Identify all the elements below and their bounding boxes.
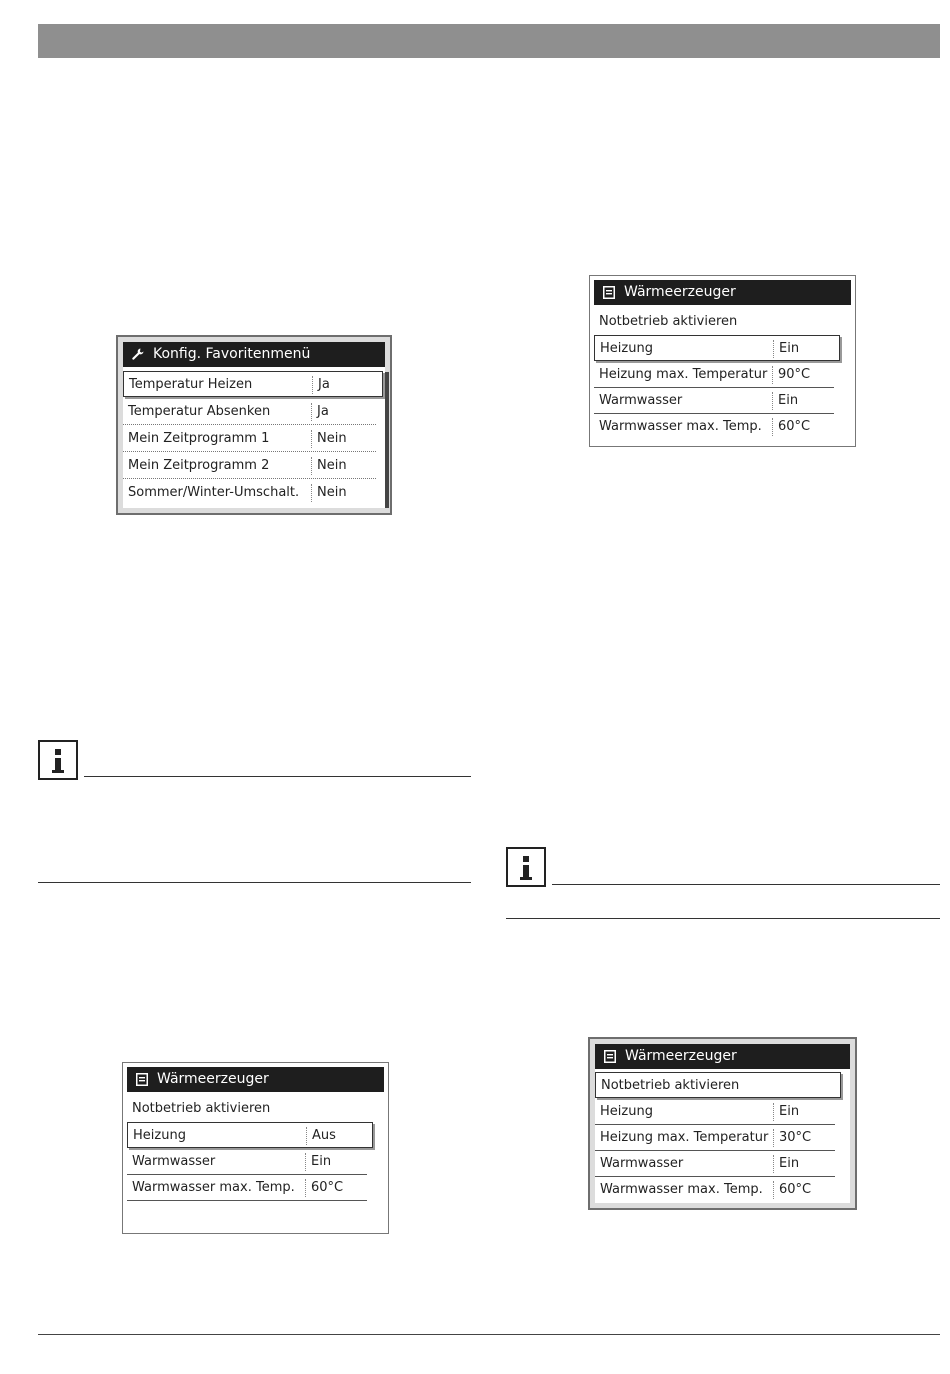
list-item-zeitprogramm-2[interactable] [123, 453, 376, 479]
item-label: Notbetrieb aktivieren [132, 1101, 271, 1116]
info-rule-top [552, 884, 940, 885]
list-item-warmwasser-max-temp[interactable] [127, 1175, 367, 1201]
list-item-notbetrieb[interactable] [595, 1072, 841, 1098]
info-icon [38, 740, 78, 780]
list-item-heizung-max-temp[interactable] [595, 1125, 835, 1151]
list-item-warmwasser-max-temp[interactable] [595, 1177, 835, 1203]
list-item-heizung[interactable] [127, 1122, 373, 1148]
item-label: Heizung max. Temperatur [599, 367, 768, 382]
page-header-bar [38, 24, 940, 58]
list-item-warmwasser[interactable] [595, 1151, 835, 1177]
item-label: Heizung [600, 1104, 653, 1119]
screen-title: Konfig. Favoritenmenü [153, 346, 311, 362]
item-value: 90°C [772, 366, 810, 384]
item-label: Heizung [133, 1128, 186, 1143]
heat-generator-screen-b [589, 275, 856, 447]
list-item-heizung[interactable] [594, 335, 840, 361]
screen-title-bar [595, 1044, 850, 1069]
notbetrieb-row[interactable] [127, 1096, 373, 1122]
item-value: 60°C [773, 1181, 811, 1199]
screen-title: Wärmeerzeuger [157, 1071, 269, 1087]
item-value: Aus [306, 1127, 336, 1145]
menu-icon [136, 1073, 148, 1086]
scrollbar[interactable] [385, 372, 389, 508]
list-item-sommer-winter[interactable] [123, 480, 376, 506]
menu-icon [603, 286, 615, 299]
item-label: Temperatur Heizen [129, 377, 253, 392]
heat-generator-screen-c [588, 1037, 857, 1210]
list-item-warmwasser[interactable] [594, 388, 834, 414]
item-value: Ein [773, 1103, 799, 1121]
list-item-temperatur-heizen[interactable] [123, 371, 383, 397]
info-rule-bottom [38, 882, 471, 883]
screen-title-bar [594, 280, 851, 305]
item-value: Ein [773, 340, 799, 358]
item-value: Ein [305, 1153, 331, 1171]
notbetrieb-row[interactable] [594, 309, 840, 335]
heat-generator-screen-a [122, 1062, 389, 1234]
item-label: Warmwasser [599, 393, 683, 408]
info-icon [506, 847, 546, 887]
item-value: 30°C [773, 1129, 811, 1147]
info-rule-bottom [506, 918, 940, 919]
wrench-icon [132, 348, 144, 361]
item-label: Warmwasser max. Temp. [600, 1182, 763, 1197]
item-label: Temperatur Absenken [128, 404, 271, 419]
item-label: Warmwasser max. Temp. [132, 1180, 295, 1195]
list-item-warmwasser-max-temp[interactable] [594, 414, 834, 440]
list-item-temperatur-absenken[interactable] [123, 399, 376, 425]
screen-title: Wärmeerzeuger [625, 1048, 737, 1064]
screen-title-bar [127, 1067, 384, 1092]
list-item-heizung-max-temp[interactable] [594, 362, 834, 388]
item-value: Nein [311, 457, 347, 475]
item-label: Sommer/Winter-Umschalt. [128, 485, 300, 500]
item-value: Ja [312, 376, 330, 394]
screen-title: Wärmeerzeuger [624, 284, 736, 300]
item-label: Heizung [600, 341, 653, 356]
menu-icon [604, 1050, 616, 1063]
item-value: Ein [773, 1155, 799, 1173]
info-rule-top [84, 776, 471, 777]
item-label: Warmwasser [132, 1154, 216, 1169]
page-footer-rule [38, 1334, 940, 1335]
item-value: 60°C [772, 418, 810, 436]
item-value: 60°C [305, 1179, 343, 1197]
favorites-config-screen [116, 335, 392, 515]
item-label: Notbetrieb aktivieren [601, 1078, 740, 1093]
item-label: Warmwasser max. Temp. [599, 419, 762, 434]
item-value: Ja [311, 403, 329, 421]
item-label: Notbetrieb aktivieren [599, 314, 738, 329]
item-value: Nein [311, 430, 347, 448]
list-item-warmwasser[interactable] [127, 1149, 367, 1175]
item-label: Mein Zeitprogramm 1 [128, 431, 270, 446]
item-label: Warmwasser [600, 1156, 684, 1171]
item-value: Nein [311, 484, 347, 502]
item-label: Mein Zeitprogramm 2 [128, 458, 270, 473]
item-label: Heizung max. Temperatur [600, 1130, 769, 1145]
list-item-heizung[interactable] [595, 1099, 835, 1125]
screen-title-bar [123, 342, 385, 367]
list-item-zeitprogramm-1[interactable] [123, 426, 376, 452]
item-value: Ein [772, 392, 798, 410]
